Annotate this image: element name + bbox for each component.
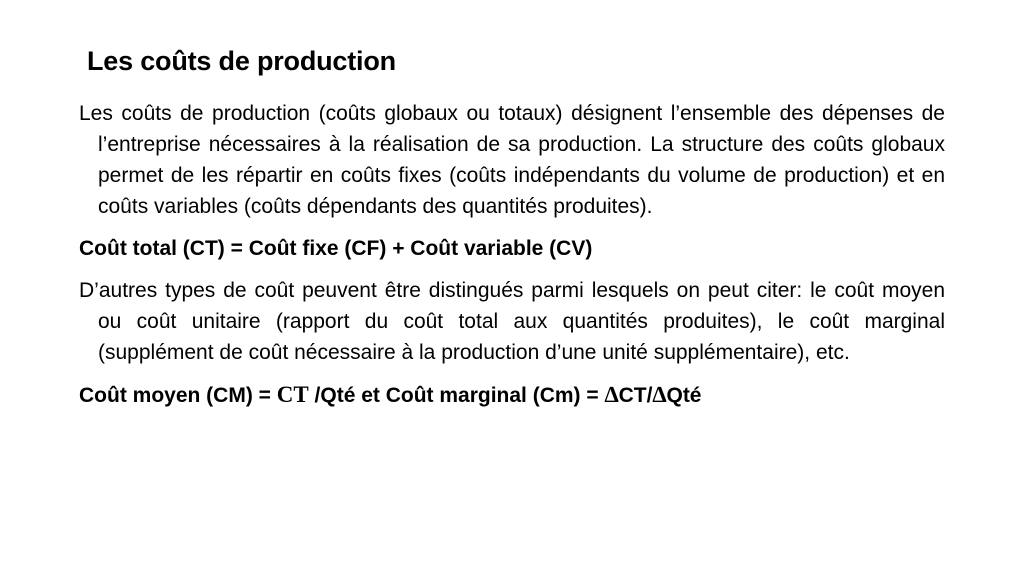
- paragraph-definition: Les coûts de production (coûts globaux ou totaux) désignent l’ensemble des dépenses de l’entreprise nécessaires à la réalisation de sa production. La structure des coûts globaux permet de les répartir en coûts fixes (coûts indépendants du volume de production) et en coûts variables (coûts dépendants des quantités produites).: [79, 102, 945, 218]
- formula-ct2: CT/: [618, 384, 653, 407]
- formula-average-marginal-cost: [79, 379, 945, 411]
- formula-suffix: Qté: [666, 384, 702, 407]
- slide-body: [79, 98, 945, 422]
- delta-symbol-2: ∆: [652, 382, 667, 407]
- delta-symbol: ∆: [604, 382, 619, 407]
- paragraph-other-costs: D’autres types de coût peuvent être distingués parmi lesquels on peut citer: le coût moyen ou coût unitaire (rapport du coût total aux quantités produites), le coût marginal (supplément de coût nécessaire à la production d’une unité supplémentaire), etc.: [79, 279, 945, 364]
- formula-prefix: Coût moyen (CM) =: [79, 384, 277, 407]
- formula-total-cost: Coût total (CT) = Coût fixe (CF) + Coût variable (CV): [79, 237, 593, 260]
- slide-title: Les coûts de production: [87, 46, 396, 76]
- formula-ct: CT: [276, 382, 309, 407]
- formula-middle: /Qté et Coût marginal (Cm) =: [308, 384, 605, 407]
